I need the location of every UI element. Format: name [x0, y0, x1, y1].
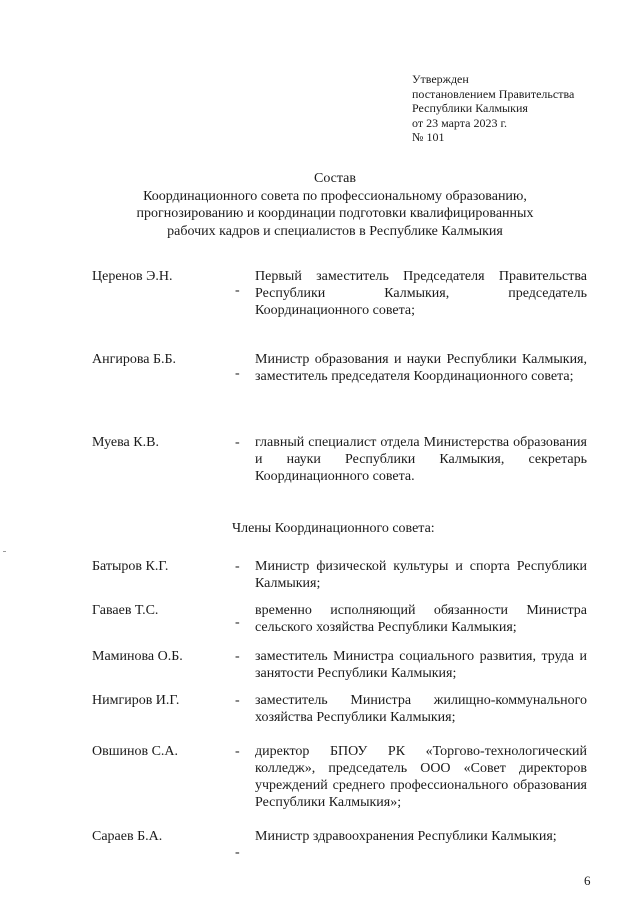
approval-line: от 23 марта 2023 г.: [412, 115, 508, 130]
entry-dash: -: [235, 283, 240, 298]
approval-line: Республики Калмыкия: [412, 101, 528, 115]
member-name: Маминова О.Б.: [92, 649, 183, 664]
member-position: Министр образования и науки Республики Калмыкия, заместитель председателя Координационного совета;: [255, 352, 587, 384]
member-name: Церенов Э.Н.: [92, 269, 173, 284]
title-line: Состав: [313, 171, 356, 186]
member-position: временно исполняющий обязанности Министра сельского хозяйства Республики Калмыкия;: [255, 603, 587, 635]
page-number: 6: [584, 873, 591, 888]
entry-dash: -: [235, 366, 240, 381]
member-position: Министр здравоохранения Республики Калмыкия;: [255, 829, 557, 844]
approval-block: [412, 72, 574, 145]
entry-dash: -: [235, 649, 240, 664]
member-position: заместитель Министра социального развития, труда и занятости Республики Калмыкия;: [255, 649, 587, 681]
member-name: Батыров К.Г.: [92, 559, 169, 574]
document-title: [100, 170, 570, 240]
title-line: Координационного совета по профессиональному образованию,: [143, 188, 527, 204]
entry-dash: -: [235, 435, 240, 450]
member-name: Ангирова Б.Б.: [92, 352, 177, 367]
member-position: заместитель Министра жилищно-коммунального хозяйства Республики Калмыкия;: [255, 693, 587, 725]
entry-dash: -: [235, 559, 240, 574]
scan-margin-mark: [3, 551, 6, 552]
member-name: Нимгиров И.Г.: [92, 693, 180, 708]
members-heading: Члены Координационного совета:: [232, 521, 435, 536]
entry-dash: -: [235, 744, 240, 759]
member-position: Первый заместитель Председателя Правительства Республики Калмыкия, председатель Координационного совета;: [255, 269, 587, 318]
member-name: Гаваев Т.С.: [92, 603, 159, 618]
member-name: Овшинов С.А.: [92, 744, 179, 759]
member-position: Министр физической культуры и спорта Республики Калмыкия;: [255, 559, 587, 591]
approval-line: постановлением Правительства: [412, 86, 575, 101]
title-line: рабочих кадров и специалистов в Республике Калмыкия: [167, 223, 503, 239]
member-name: Сараев Б.А.: [92, 829, 163, 844]
entry-dash: -: [235, 615, 240, 630]
approval-line: № 101: [412, 130, 445, 144]
entry-dash: -: [235, 693, 240, 708]
entry-dash: -: [235, 845, 240, 860]
title-line: прогнозированию и координации подготовки квалифицированных: [136, 206, 534, 221]
approval-line: Утвержден: [412, 72, 469, 86]
member-name: Муева К.В.: [92, 435, 159, 450]
member-position: главный специалист отдела Министерства образования и науки Республики Калмыкия, секретарь Координационного совета.: [255, 435, 587, 484]
member-position: директор БПОУ РК «Торгово-технологический колледж», председатель ООО «Совет директоров учреждений среднего профессионального образования Республики Калмыкия»;: [255, 744, 587, 810]
